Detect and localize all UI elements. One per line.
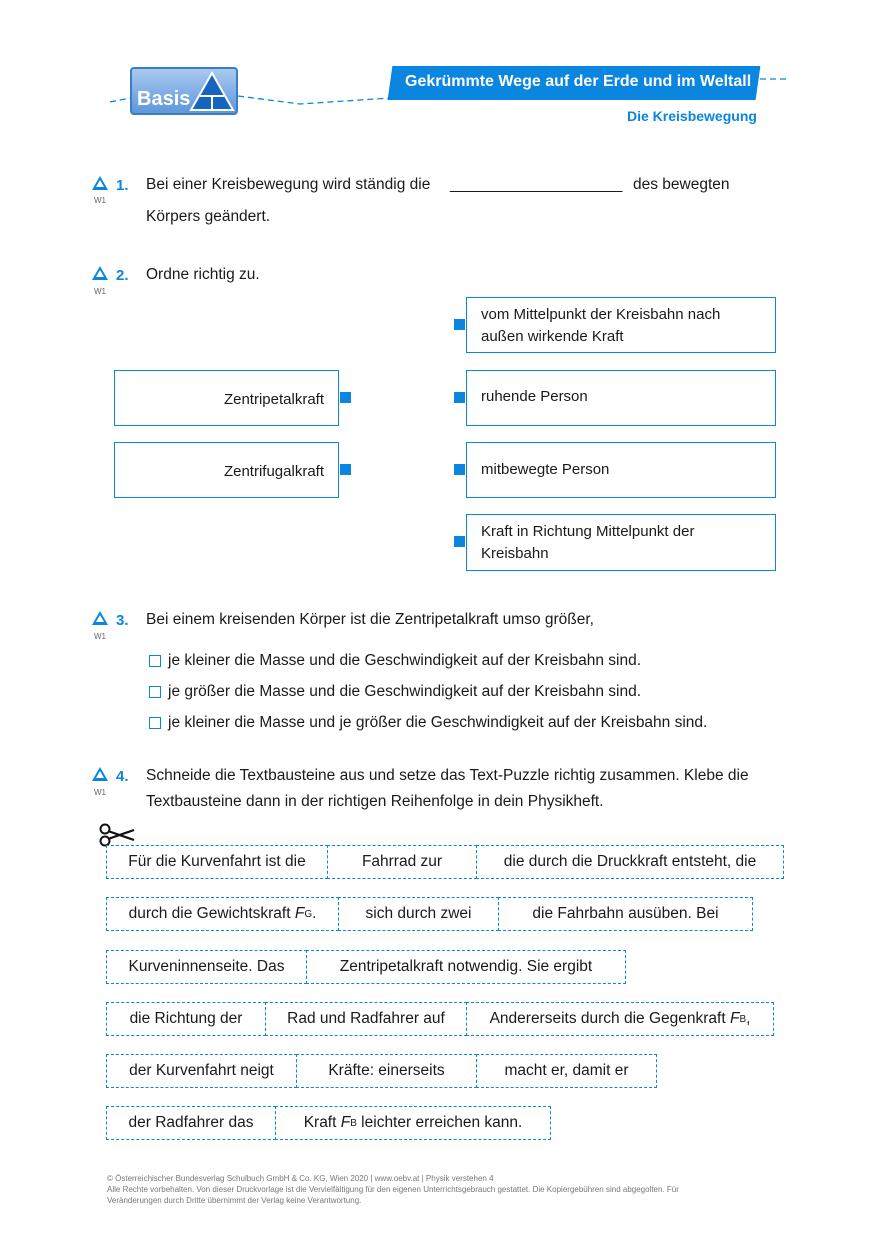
puzzle-piece-text: Fahrrad zur — [361, 853, 443, 870]
puzzle-piece-text: durch die Gewichtskraft — [128, 905, 295, 922]
connector-dot[interactable] — [340, 464, 351, 475]
connector-dot[interactable] — [340, 392, 351, 403]
puzzle-piece-text: macht er, damit er — [504, 1062, 629, 1079]
puzzle-piece[interactable] — [106, 1054, 297, 1088]
puzzle-piece[interactable] — [466, 1002, 774, 1036]
page-title: Gekrümmte Wege auf der Erde und im Weltall — [405, 73, 752, 90]
puzzle-piece-text: Kräfte: einerseits — [328, 1062, 445, 1079]
puzzle-piece[interactable] — [296, 1054, 477, 1088]
puzzle-piece[interactable] — [338, 897, 499, 931]
puzzle-piece[interactable] — [476, 1054, 657, 1088]
puzzle-piece[interactable] — [106, 1002, 266, 1036]
puzzle-piece[interactable] — [106, 845, 328, 879]
footer-rights: Alle Rechte vorbehalten. Von dieser Druckvorlage ist die Vervielfältigung für den eigenen Unterrichtsgebrauch gestattet. Die Kopiergebühren sind abgegolten. Für — [107, 1185, 679, 1194]
match-right-box[interactable] — [466, 297, 776, 353]
puzzle-piece-text: . — [312, 905, 317, 922]
option-checkbox[interactable] — [149, 655, 161, 667]
force-subscript: B — [350, 1117, 357, 1129]
task-number: 4. — [116, 768, 129, 785]
force-subscript: B — [739, 1013, 747, 1025]
match-right-label: vom Mittelpunkt der Kreisbahn nach — [481, 306, 721, 323]
puzzle-piece[interactable] — [275, 1106, 551, 1140]
option-label: je größer die Masse und die Geschwindigkeit auf der Kreisbahn sind. — [168, 683, 642, 700]
puzzle-piece-text: die Fahrbahn ausüben. Bei — [532, 905, 719, 922]
match-right-label: außen wirkende Kraft — [481, 328, 624, 345]
level-pyramid-icon — [91, 610, 109, 626]
puzzle-piece-text: , — [746, 1010, 751, 1027]
match-right-label: mitbewegte Person — [481, 461, 610, 478]
level-label: W1 — [94, 196, 106, 205]
puzzle-piece[interactable] — [106, 1106, 276, 1140]
level-pyramid-icon — [91, 265, 109, 281]
task4-line2: Textbausteine dann in der richtigen Reihenfolge in dein Physikheft. — [146, 793, 604, 810]
puzzle-piece[interactable] — [498, 897, 753, 931]
puzzle-piece-text: der Kurvenfahrt neigt — [129, 1062, 274, 1079]
puzzle-piece-text: leichter erreichen kann. — [356, 1114, 523, 1131]
match-left-label: Zentrifugalkraft — [223, 463, 324, 480]
task4-line1: Schneide die Textbausteine aus und setze das Text-Puzzle richtig zusammen. Klebe die — [146, 767, 749, 784]
level-pyramid-icon — [91, 766, 109, 782]
page-subtitle: Die Kreisbewegung — [627, 108, 757, 124]
connector-dot[interactable] — [454, 464, 465, 475]
footer-copyright: © Österreichischer Bundesverlag Schulbuch GmbH & Co. KG, Wien 2020 | www.oebv.at | Physik verstehen 4 — [107, 1174, 494, 1183]
task-number: 2. — [116, 267, 129, 284]
match-left-box[interactable] — [114, 442, 339, 498]
match-right-box[interactable] — [466, 514, 776, 571]
puzzle-piece[interactable] — [327, 845, 477, 879]
puzzle-piece[interactable] — [106, 897, 339, 931]
puzzle-piece[interactable] — [476, 845, 784, 879]
option-checkbox[interactable] — [149, 686, 161, 698]
level-label: W1 — [94, 287, 106, 296]
footer-disclaimer: Veränderungen durch Dritte übernimmt der Verlag keine Verantwortung. — [107, 1196, 362, 1205]
match-left-box[interactable] — [114, 370, 339, 426]
task3-text: Bei einem kreisenden Körper ist die Zentripetalkraft umso größer, — [146, 611, 594, 628]
task-number: 3. — [116, 612, 129, 629]
force-symbol: F — [294, 905, 305, 922]
logo-text: Basis — [137, 88, 191, 110]
puzzle-piece-text: die Richtung der — [129, 1010, 243, 1027]
match-right-box[interactable] — [466, 442, 776, 498]
task1-text-after: des bewegten — [633, 176, 730, 193]
task2-text: Ordne richtig zu. — [146, 266, 260, 283]
force-subscript: G — [304, 908, 313, 920]
task-number: 1. — [116, 177, 129, 194]
puzzle-piece-text: der Radfahrer das — [128, 1114, 254, 1131]
puzzle-piece-text: Andererseits durch die Gegenkraft — [489, 1010, 730, 1027]
match-left-label: Zentripetalkraft — [223, 391, 324, 408]
puzzle-piece-text: Zentripetalkraft notwendig. Sie ergibt — [339, 958, 593, 975]
answer-blank[interactable]: ____________________ — [450, 176, 623, 193]
puzzle-piece-text: Kraft — [303, 1114, 341, 1131]
match-right-label: Kreisbahn — [481, 545, 549, 562]
force-symbol: F — [729, 1010, 740, 1027]
pyramid-logo-icon — [188, 70, 236, 113]
match-right-label: ruhende Person — [481, 388, 588, 405]
puzzle-piece-text: Rad und Radfahrer auf — [287, 1010, 445, 1027]
connector-dot[interactable] — [454, 319, 465, 330]
level-label: W1 — [94, 788, 106, 797]
puzzle-piece[interactable] — [306, 950, 626, 984]
puzzle-piece-text: Für die Kurvenfahrt ist die — [128, 853, 306, 870]
level-pyramid-icon — [91, 175, 109, 191]
level-label: W1 — [94, 632, 106, 641]
task1-line2: Körpers geändert. — [146, 208, 271, 225]
puzzle-piece-text: Kurveninnenseite. Das — [128, 958, 285, 975]
option-label: je kleiner die Masse und je größer die Geschwindigkeit auf der Kreisbahn sind. — [168, 714, 708, 731]
connector-dot[interactable] — [454, 536, 465, 547]
puzzle-piece-text: die durch die Druckkraft entsteht, die — [503, 853, 757, 870]
force-symbol: F — [340, 1114, 351, 1131]
puzzle-piece-text: sich durch zwei — [365, 905, 472, 922]
task1-text-before: Bei einer Kreisbewegung wird ständig die — [146, 176, 431, 193]
option-label: je kleiner die Masse und die Geschwindigkeit auf der Kreisbahn sind. — [168, 652, 642, 669]
match-right-box[interactable] — [466, 370, 776, 426]
connector-dot[interactable] — [454, 392, 465, 403]
puzzle-piece[interactable] — [265, 1002, 467, 1036]
match-right-label: Kraft in Richtung Mittelpunkt der — [481, 523, 695, 540]
puzzle-piece[interactable] — [106, 950, 307, 984]
option-checkbox[interactable] — [149, 717, 161, 729]
